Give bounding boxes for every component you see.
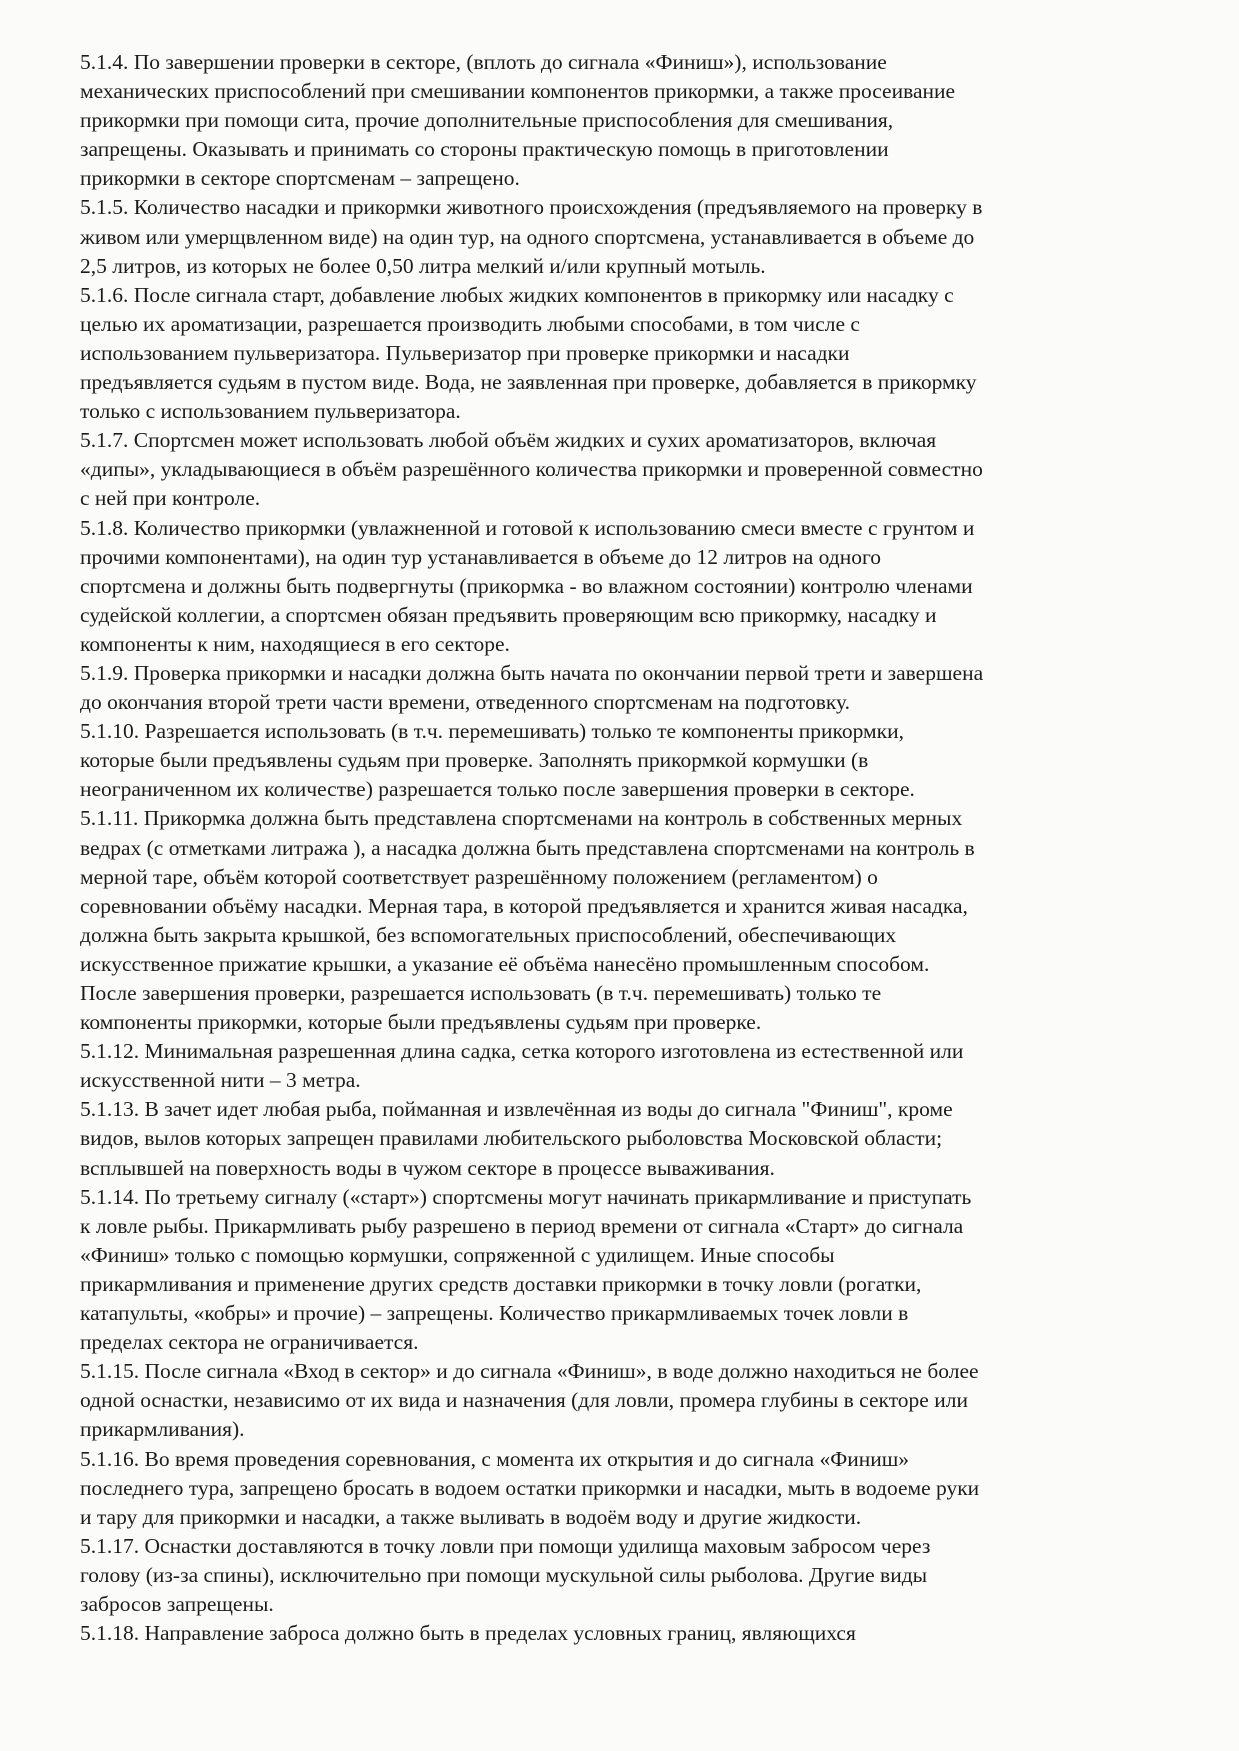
document-text-line: ведрах (с отметками литража ), а насадка должна быть представлена спортсменами на контроль в [80,835,975,860]
document-text-line: 5.1.13. В зачет идет любая рыба, пойманная и извлечённая из воды до сигнала "Финиш", кроме [80,1097,953,1122]
document-text-line: последнего тура, запрещено бросать в водоем остатки прикормки и насадки, мыть в водоеме руки [80,1475,980,1500]
document-text-line: прикармливания). [80,1417,245,1442]
document-text-line: «Финиш» только с помощью кормушки, сопряженной с удилищем. Иные способы [80,1242,835,1267]
document-text-line: 2,5 литров, из которых не более 0,50 литра мелкий и/или крупный мотыль. [80,253,766,278]
document-text-line: судейской коллегии, а спортсмен обязан предъявить проверяющим всю прикормку, насадку и [80,602,937,627]
document-text-line: неограниченном их количестве) разрешается только после завершения проверки в секторе. [80,777,915,802]
document-text-line: которые были предъявлены судьям при проверке. Заполнять прикормкой кормушки (в [80,748,869,773]
document-text-line: 5.1.14. По третьему сигналу («старт») спортсмены могут начинать прикармливание и приступать [80,1184,972,1209]
document-text-line: с ней при контроле. [80,486,261,511]
document-text-line: мерной таре, объём которой соответствует разрешённому положением (регламентом) о [80,864,878,889]
document-text-line: «дипы», укладывающиеся в объём разрешённого количества прикормки и проверенной совместно [80,457,983,482]
document-text-line: 5.1.9. Проверка прикормки и насадки должна быть начата по окончании первой трети и завершена [80,660,984,685]
document-text-line: прикормки в секторе спортсменам – запрещено. [80,166,520,191]
document-text-line: прикормки при помощи сита, прочие дополнительные приспособления для смешивания, [80,108,894,133]
document-text-line: компоненты к ним, находящиеся в его секторе. [80,631,510,656]
document-text-line: до окончания второй трети части времени, отведенного спортсменам на подготовку. [80,690,850,715]
document-text-line: искусственной нити – 3 метра. [80,1068,361,1093]
document-text-line: всплывшей на поверхность воды в чужом секторе в процессе вываживания. [80,1155,775,1180]
document-text-line: соревновании объёму насадки. Мерная тара, в которой предъявляется и хранится живая насадка, [80,893,968,918]
document-text-line: целью их ароматизации, разрешается производить любыми способами, в том числе с [80,311,860,336]
document-text-line: спортсмена и должны быть подвергнуты (прикормка - во влажном состоянии) контролю членами [80,573,973,598]
document-text-line: 5.1.11. Прикормка должна быть представлена спортсменами на контроль в собственных мерных [80,806,963,831]
document-text-line: пределах сектора не ограничивается. [80,1330,419,1355]
document-text-line: использованием пульверизатора. Пульверизатор при проверке прикормки и насадки [80,340,850,365]
document-text-line: к ловле рыбы. Прикармливать рыбу разрешено в период времени от сигнала «Старт» до сигнала [80,1213,964,1238]
document-text-line: 5.1.10. Разрешается использовать (в т.ч. перемешивать) только те компоненты прикормки, [80,719,904,744]
document-text-line: 5.1.15. После сигнала «Вход в сектор» и до сигнала «Финиш», в воде должно находиться не более [80,1359,979,1384]
document-text-line: только с использованием пульверизатора. [80,399,461,424]
document-text-line: должна быть закрыта крышкой, без вспомогательных приспособлений, обеспечивающих [80,922,897,947]
document-text-line: живом или умерщвленном виде) на один тур, на одного спортсмена, устанавливается в объеме до [80,224,975,249]
document-text-line: искусственное прижатие крышки, а указание её объёма нанесёно промышленным способом. [80,951,930,976]
document-text-line: видов, вылов которых запрещен правилами любительского рыболовства Московской области; [80,1126,943,1151]
document-text-line: прочими компонентами), на один тур устанавливается в объеме до 12 литров на одного [80,544,882,569]
document-text-line: одной оснастки, независимо от их вида и назначения (для ловли, промера глубины в секторе или [80,1388,968,1413]
document-text-line: забросов запрещены. [80,1591,274,1616]
document-text-line: катапульты, «кобры» и прочие) – запрещены. Количество прикармливаемых точек ловли в [80,1301,909,1326]
document-text-line: механических приспособлений при смешивании компонентов прикормки, а также просеивание [80,79,956,104]
document-text-line: 5.1.6. После сигнала старт, добавление любых жидких компонентов в прикормку или насадку с [80,282,954,307]
document-text-line: компоненты прикормки, которые были предъявлены судьям при проверке. [80,1010,762,1035]
document-text-line: прикармливания и применение других средств доставки прикормки в точку ловли (рогатки, [80,1271,922,1296]
document-text-line: 5.1.8. Количество прикормки (увлажненной и готовой к использованию смеси вместе с грунтом и [80,515,975,540]
document-text-line: 5.1.12. Минимальная разрешенная длина садка, сетка которого изготовлена из естественной или [80,1039,964,1064]
document-text-line: 5.1.4. По завершении проверки в секторе, (вплоть до сигнала «Финиш»), использование [80,50,887,74]
document-text-line: 5.1.5. Количество насадки и прикормки животного происхождения (предъявляемого на проверку в [80,195,983,220]
document-text-line: 5.1.7. Спортсмен может использовать любой объём жидких и сухих ароматизаторов, включая [80,428,937,453]
document-text-line: и тару для прикормки и насадки, а также выливать в водоём воду и другие жидкости. [80,1504,862,1529]
document-text-line: запрещены. Оказывать и принимать со стороны практическую помощь в приготовлении [80,137,889,162]
document-text-line: 5.1.16. Во время проведения соревнования, с момента их открытия и до сигнала «Финиш» [80,1446,910,1471]
document-text-line: предъявляется судьям в пустом виде. Вода, не заявленная при проверке, добавляется в прикормку [80,370,977,395]
document-text-line: После завершения проверки, разрешается использовать (в т.ч. перемешивать) только те [80,981,882,1005]
document-body-text [80,48,1140,1648]
document-text-line: голову (из-за спины), исключительно при помощи мускульной силы рыболова. Другие виды [80,1562,928,1587]
document-text-line: 5.1.17. Оснастки доставляются в точку ловли при помощи удилища маховым забросом через [80,1533,931,1558]
document-text-line: 5.1.18. Направление заброса должно быть в пределах условных границ, являющихся [80,1621,856,1646]
